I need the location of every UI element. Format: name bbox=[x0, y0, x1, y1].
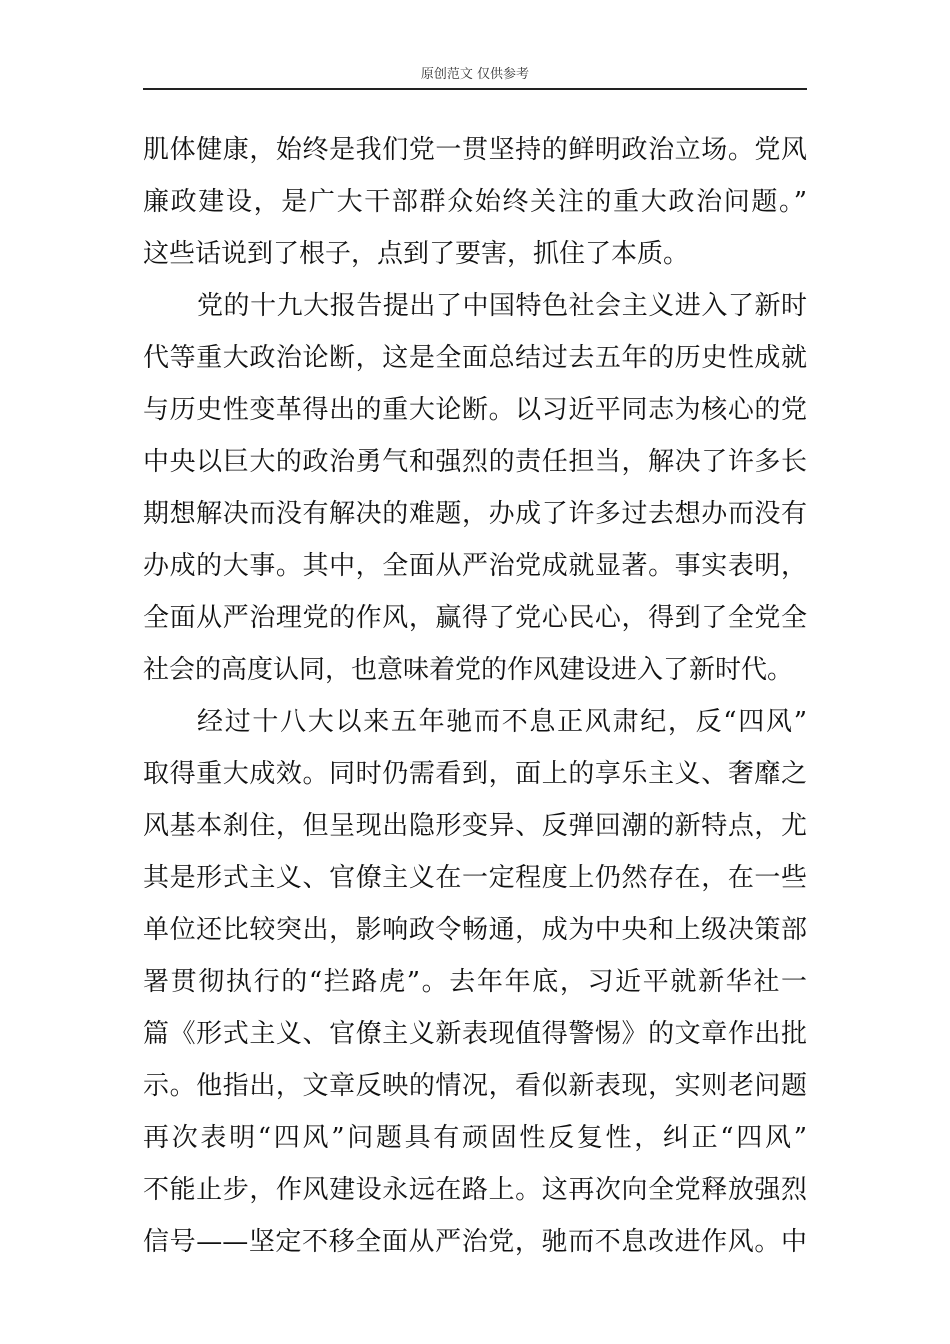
text-line: 示。他指出，文章反映的情况，看似新表现，实则老问题 bbox=[143, 1071, 807, 1101]
text-line: 代等重大政治论断，这是全面总结过去五年的历史性成就 bbox=[143, 343, 807, 373]
text-line: 全面从严治理党的作风，赢得了党心民心，得到了全党全 bbox=[143, 603, 807, 633]
page-header bbox=[143, 64, 807, 90]
text-line: 信号——坚定不移全面从严治党，驰而不息改进作风。中 bbox=[143, 1227, 807, 1257]
text-line: 这些话说到了根子，点到了要害，抓住了本质。 bbox=[143, 239, 690, 269]
text-line: 社会的高度认同，也意味着党的作风建设进入了新时代。 bbox=[143, 655, 794, 685]
text-line: 肌体健康，始终是我们党一贯坚持的鲜明政治立场。党风 bbox=[143, 135, 807, 165]
text-line: 中央以巨大的政治勇气和强烈的责任担当，解决了许多长 bbox=[143, 447, 807, 477]
header-text: 原创范文 仅供参考 bbox=[420, 67, 530, 82]
text-line: 取得重大成效。同时仍需看到，面上的享乐主义、奢靡之 bbox=[143, 759, 807, 789]
text-line: 风基本刹住，但呈现出隐形变异、反弹回潮的新特点，尤 bbox=[143, 811, 807, 841]
text-line: 办成的大事。其中，全面从严治党成就显著。事实表明， bbox=[143, 551, 807, 581]
text-line: 期想解决而没有解决的难题，办成了许多过去想办而没有 bbox=[143, 499, 807, 529]
text-line: 其是形式主义、官僚主义在一定程度上仍然存在，在一些 bbox=[143, 863, 807, 893]
text-line: 署贯彻执行的“拦路虎”。去年年底，习近平就新华社一 bbox=[143, 967, 807, 997]
text-line: 党的十九大报告提出了中国特色社会主义进入了新时 bbox=[197, 291, 807, 321]
text-line: 廉政建设，是广大干部群众始终关注的重大政治问题。” bbox=[143, 187, 807, 217]
text-line: 再次表明“四风”问题具有顽固性反复性，纠正“四风” bbox=[143, 1123, 807, 1153]
text-line: 篇《形式主义、官僚主义新表现值得警惕》的文章作出批 bbox=[143, 1019, 807, 1049]
text-line: 不能止步，作风建设永远在路上。这再次向全党释放强烈 bbox=[143, 1175, 807, 1205]
text-line: 单位还比较突出，影响政令畅通，成为中央和上级决策部 bbox=[143, 915, 807, 945]
text-line: 与历史性变革得出的重大论断。以习近平同志为核心的党 bbox=[143, 395, 807, 425]
text-line: 经过十八大以来五年驰而不息正风肃纪，反“四风” bbox=[197, 707, 807, 737]
document-body bbox=[143, 124, 807, 1268]
